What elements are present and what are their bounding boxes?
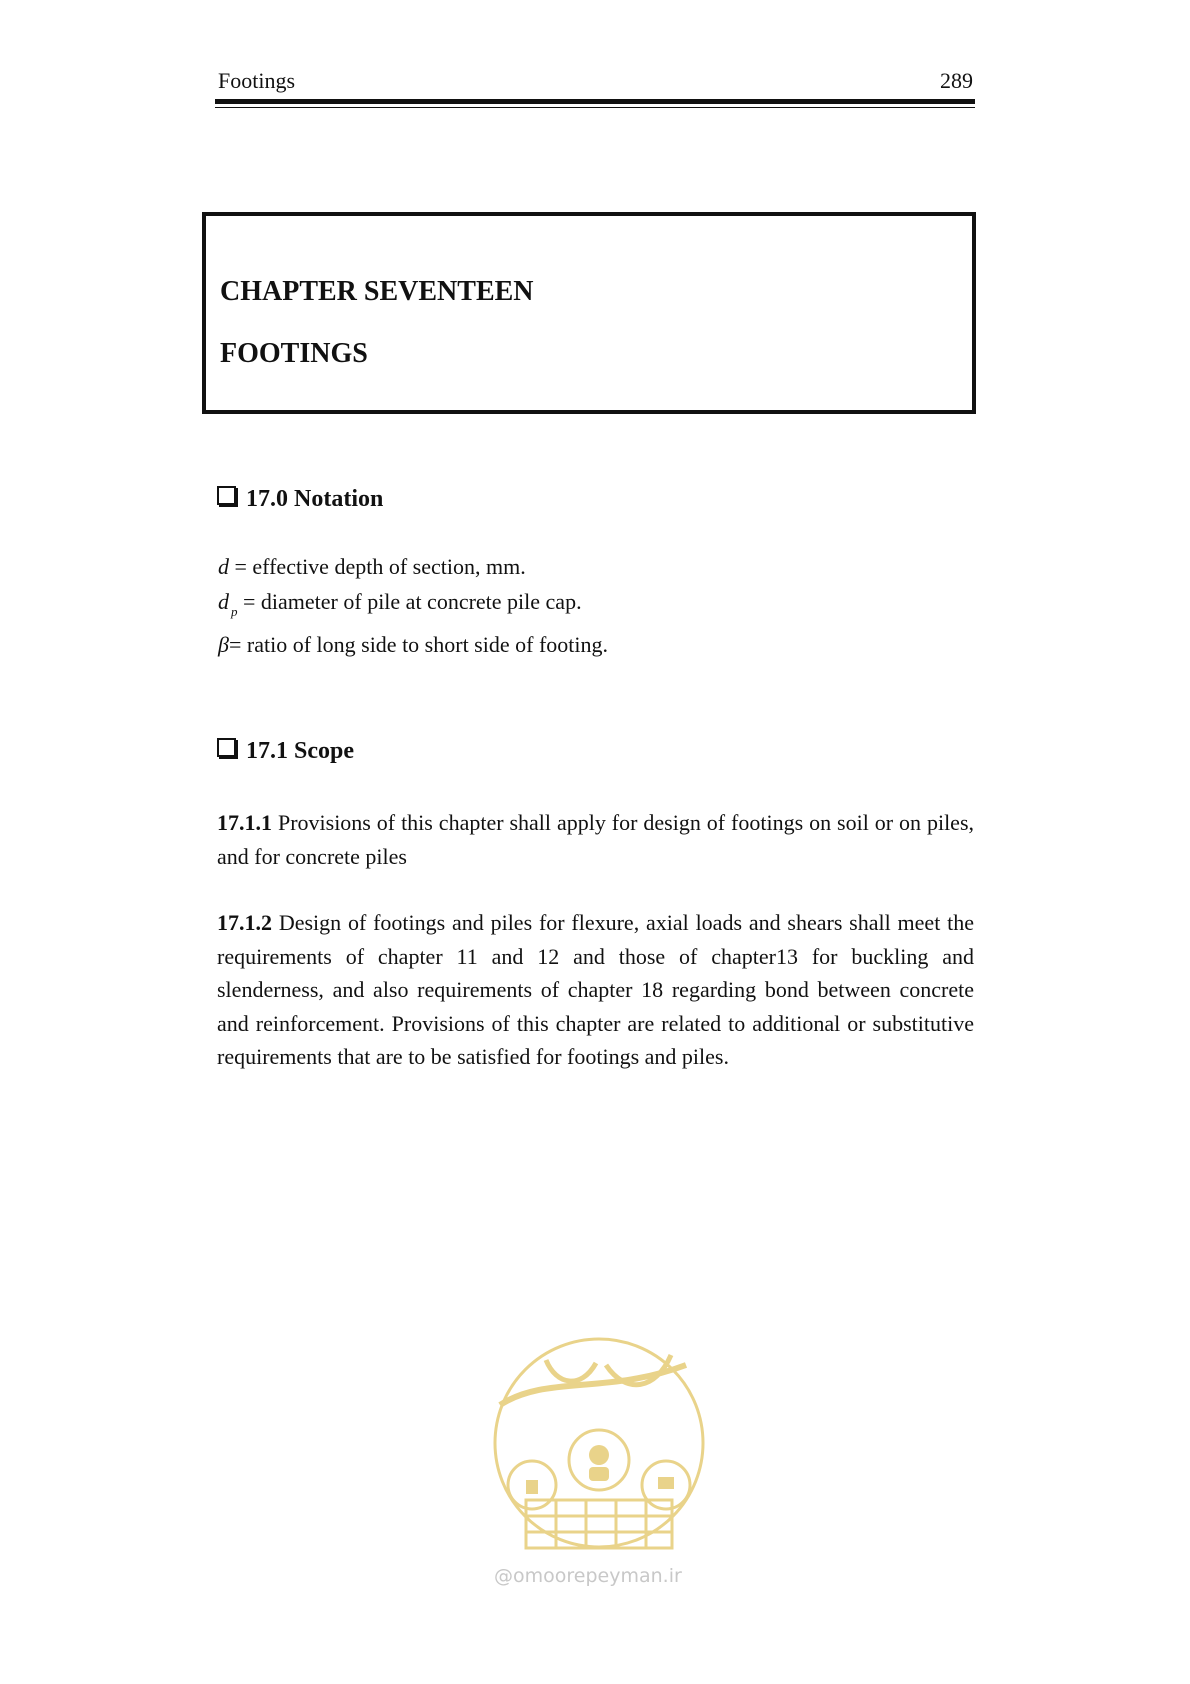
notation-subscript: p (231, 604, 238, 619)
watermark-logo (486, 1335, 712, 1595)
notation-item (218, 632, 608, 658)
notation-definition: = ratio of long side to short side of footing. (228, 632, 608, 657)
clause-number: 17.1.2 (217, 910, 272, 935)
notation-symbol: d (218, 554, 229, 579)
watermark-emblem-icon (486, 1335, 712, 1595)
chapter-number: CHAPTER SEVENTEEN (220, 276, 534, 307)
clause-text: Provisions of this chapter shall apply for design of footings on soil or on piles, and for concrete piles (217, 810, 975, 869)
header-rule-thick (215, 99, 975, 104)
watermark-site-text: @omoorepeyman.ir (494, 1565, 682, 1587)
section-heading-scope (217, 738, 354, 765)
section-heading-notation (217, 486, 383, 513)
notation-symbol: β (218, 632, 229, 657)
notation-definition: = diameter of pile at concrete pile cap. (243, 589, 582, 614)
notation-item (218, 554, 526, 580)
running-title: Footings (218, 68, 296, 93)
clause-number: 17.1.1 (217, 810, 272, 835)
section-heading-text: 17.1 Scope (246, 738, 354, 764)
notation-item (218, 589, 582, 620)
clause-paragraph (217, 906, 974, 1074)
header-rule-thin (215, 107, 975, 108)
checkbox-bullet-icon (217, 738, 236, 757)
notation-symbol: d (218, 589, 229, 614)
clause-paragraph (217, 806, 974, 873)
page-number: 289 (940, 68, 973, 93)
chapter-title: FOOTINGS (220, 338, 368, 369)
section-heading-text: 17.0 Notation (246, 486, 384, 512)
notation-definition: = effective depth of section, mm. (234, 554, 526, 579)
chapter-title-box (202, 212, 976, 414)
checkbox-bullet-icon (217, 486, 236, 505)
running-header (215, 64, 975, 104)
clause-text: Design of footings and piles for flexure, axial loads and shears shall meet the requirements of chapter 11 and 12 and those of chapter13 for buckling and slenderness, and also requirements of chapter 18 regarding bond between concrete and reinforcement. Provisions of this chapter are related to additional or substitutive requirements that are to be satisfied for footings and piles. (217, 910, 974, 1069)
